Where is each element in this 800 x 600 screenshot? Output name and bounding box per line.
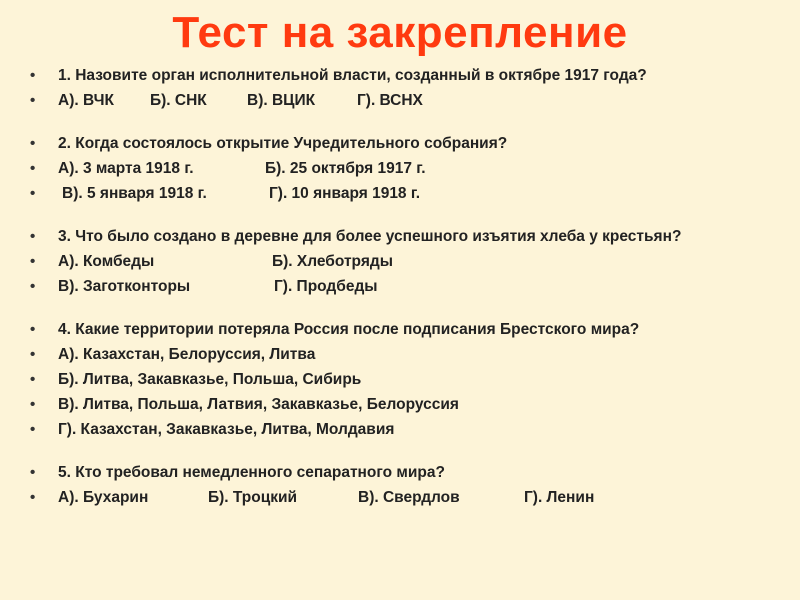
question-3 — [28, 227, 718, 246]
answer-a: А). Бухарин — [58, 489, 149, 506]
question-4-answer-b — [28, 370, 788, 389]
question-2-text: 2. Когда состоялось открытие Учредительного собрания? — [58, 135, 508, 152]
question-4 — [28, 320, 788, 339]
question-list — [28, 66, 788, 513]
bullet: • — [30, 278, 36, 295]
bullet: • — [30, 489, 36, 506]
answer-c: В). Заготконторы — [58, 278, 191, 295]
question-5-text: 5. Кто требовал немедленного сепаратного мира? — [58, 464, 445, 481]
question-2-answers-row-2 — [28, 184, 788, 203]
answer-b: Б). СНК — [150, 92, 207, 109]
bullet: • — [30, 253, 36, 270]
question-2-answers-row-1 — [28, 159, 788, 178]
question-1-answers — [28, 91, 788, 110]
question-5-answers — [28, 488, 788, 507]
answer-c: В). ВЦИК — [247, 92, 316, 109]
question-1-text: 1. Назовите орган исполнительной власти, созданный в октябре 1917 года? — [58, 67, 647, 84]
answer-a: А). ВЧК — [58, 92, 114, 109]
answer-d: Г). 10 января 1918 г. — [269, 185, 421, 202]
question-3-answers-row-1 — [28, 252, 788, 271]
bullet: • — [30, 421, 36, 438]
bullet: • — [30, 135, 36, 152]
answer-b: Б). Хлеботряды — [272, 253, 393, 270]
answer-a: А). 3 марта 1918 г. — [58, 160, 194, 177]
answer-d: Г). ВСНХ — [357, 92, 423, 109]
bullet: • — [30, 346, 36, 363]
question-1 — [28, 66, 788, 85]
answer-d: Г). Продбеды — [274, 278, 378, 295]
question-4-answer-d — [28, 420, 788, 439]
question-4-text: 4. Какие территории потеряла Россия после подписания Брестского мира? — [58, 321, 640, 338]
answer-c: В). 5 января 1918 г. — [62, 185, 207, 202]
bullet: • — [30, 371, 36, 388]
answer-a: А). Казахстан, Белоруссия, Литва — [58, 346, 316, 363]
question-4-answer-c — [28, 395, 788, 414]
question-3-answers-row-2 — [28, 277, 788, 296]
answer-d: Г). Ленин — [524, 489, 595, 506]
bullet: • — [30, 185, 36, 202]
slide-title: Тест на закрепление — [172, 8, 628, 57]
bullet: • — [30, 92, 36, 109]
question-2 — [28, 134, 788, 153]
answer-b: Б). Троцкий — [208, 489, 298, 506]
bullet: • — [30, 228, 36, 245]
question-5 — [28, 463, 788, 482]
bullet: • — [30, 160, 36, 177]
answer-b: Б). 25 октября 1917 г. — [265, 160, 426, 177]
question-3-text: 3. Что было создано в деревне для более успешного изъятия хлеба у крестьян? — [58, 228, 682, 245]
answer-c: В). Свердлов — [358, 489, 460, 506]
bullet: • — [30, 67, 36, 84]
question-4-answer-a — [28, 345, 788, 364]
bullet: • — [30, 464, 36, 481]
answer-b: Б). Литва, Закавказье, Польша, Сибирь — [58, 371, 362, 388]
answer-a: А). Комбеды — [58, 253, 155, 270]
answer-d: Г). Казахстан, Закавказье, Литва, Молдавия — [58, 421, 395, 438]
answer-c: В). Литва, Польша, Латвия, Закавказье, Белоруссия — [58, 396, 459, 413]
bullet: • — [30, 396, 36, 413]
bullet: • — [30, 321, 36, 338]
